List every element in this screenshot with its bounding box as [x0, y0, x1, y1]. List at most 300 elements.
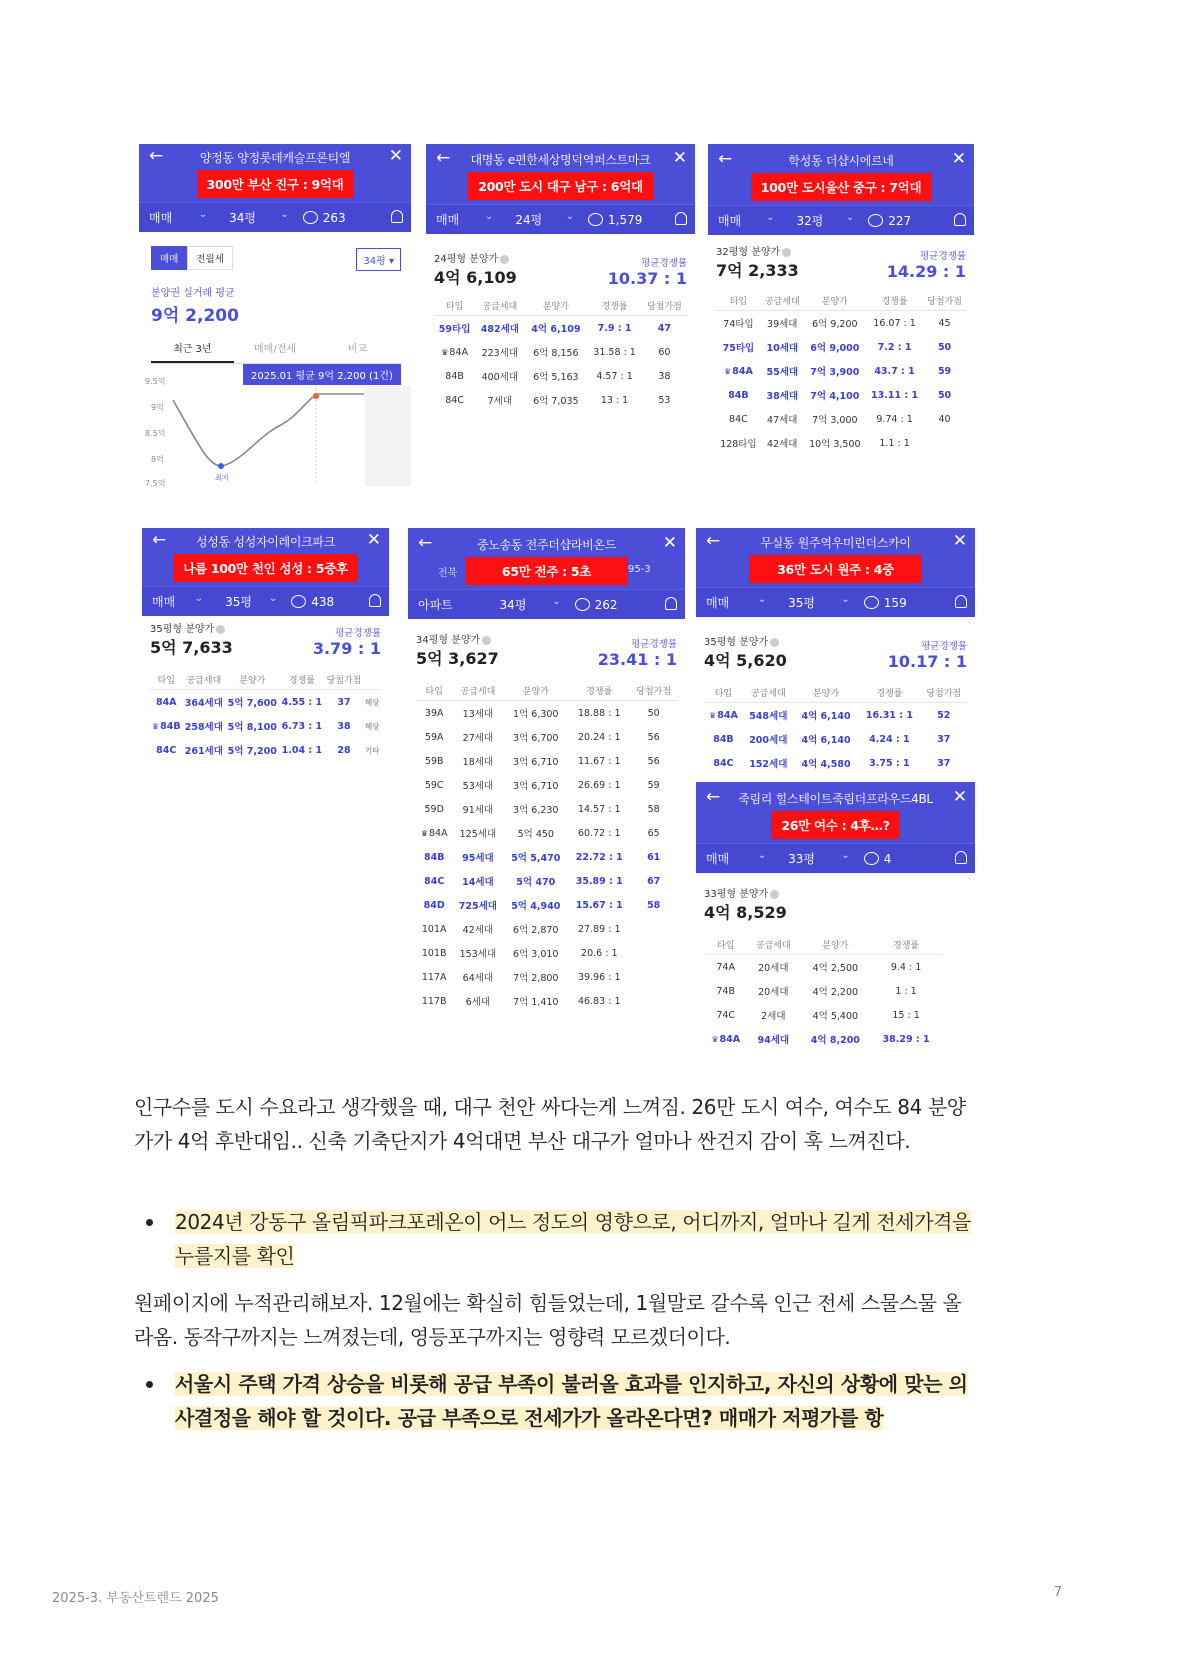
crown-icon: ♛: [420, 828, 428, 838]
table-cell: 55세대: [766, 367, 799, 378]
table-cell: 101A: [421, 923, 447, 935]
column-header: 공급세대: [475, 296, 524, 316]
table-cell: 91세대: [462, 805, 494, 816]
table-cell: 27세대: [462, 733, 494, 744]
complex-title: 죽림리 힐스테이트죽림더프라우드4BL: [738, 791, 933, 806]
table-row[interactable]: [416, 893, 677, 917]
crown-icon: ♛: [441, 347, 449, 357]
table-cell: 4.24 : 1: [869, 733, 910, 745]
table-cell: 5억 7,200: [227, 746, 277, 757]
table-cell: 45: [938, 317, 951, 329]
table-cell: 74B: [716, 985, 735, 997]
chevron-down-icon: ⌄: [484, 211, 494, 222]
y-tick: 9억: [151, 403, 164, 412]
back-arrow-icon[interactable]: ←: [418, 533, 433, 553]
complex-title: 학성동 더샵시에르네: [788, 153, 894, 168]
table-cell: 해당: [364, 697, 380, 707]
table-cell: 59: [937, 365, 952, 377]
type-table: [434, 296, 687, 412]
table-cell: 20세대: [758, 963, 789, 974]
table-cell: 6.73 : 1: [281, 720, 323, 732]
column-header: 분양가: [804, 291, 866, 311]
segment-rent[interactable]: 전월세: [187, 246, 233, 270]
size-tab[interactable]: 34평 ⌄: [229, 209, 289, 225]
table-cell: 7세대: [487, 396, 513, 407]
table-row[interactable]: [150, 690, 381, 715]
table-cell: 50: [937, 389, 952, 401]
column-header: 공급세대: [743, 683, 794, 703]
table-cell: 6억 7,035: [533, 396, 579, 407]
trade-type-tab[interactable]: 매매 ⌄: [706, 594, 767, 610]
table-cell: 20.24 : 1: [578, 731, 621, 743]
table-cell: 261세대: [184, 746, 223, 757]
trade-type-tab[interactable]: 매매 ⌄: [436, 211, 494, 227]
table-row[interactable]: [416, 941, 677, 965]
bullet-olympic-park: [140, 1205, 980, 1273]
card-header: [142, 528, 389, 586]
table-cell: 84B: [423, 851, 445, 863]
help-icon[interactable]: [482, 636, 491, 645]
trade-type-tab[interactable]: 매매 ⌄: [706, 850, 767, 866]
column-header: 타입: [704, 683, 743, 703]
table-cell: 60.72 : 1: [578, 827, 621, 839]
table-cell: 43.7 : 1: [874, 365, 915, 377]
table-cell: 59B: [424, 755, 444, 767]
table-cell: 56: [647, 755, 660, 767]
table-cell: 74타입: [723, 319, 754, 330]
bell-icon: [954, 213, 966, 226]
table-cell: [630, 989, 677, 1013]
column-header: 경쟁률: [568, 681, 630, 701]
column-header: [363, 670, 381, 690]
segment-sale[interactable]: 매매: [151, 246, 187, 270]
comments-button[interactable]: 438: [285, 595, 359, 609]
table-cell: 548세대: [749, 711, 788, 722]
table-cell: 5억 450: [517, 829, 554, 840]
table-cell: 3억 6,700: [513, 733, 559, 744]
bell-icon: [665, 597, 677, 610]
comment-icon: [864, 596, 879, 609]
column-header: 분양가: [503, 681, 568, 701]
table-row[interactable]: [704, 703, 967, 728]
table-row[interactable]: [704, 955, 941, 980]
annotation-tag: 300만 부산 진구 : 9억대: [197, 170, 354, 198]
chevron-down-icon: ⌄: [766, 212, 775, 223]
table-row[interactable]: [716, 335, 966, 359]
chevron-down-icon: ⌄: [757, 594, 767, 605]
price-label: 33평형 분양가: [704, 885, 967, 900]
table-cell: 26.69 : 1: [578, 779, 621, 791]
bell-icon: [391, 210, 403, 223]
table-cell: 223세대: [481, 348, 519, 359]
table-row[interactable]: [716, 431, 966, 455]
back-arrow-icon[interactable]: ←: [718, 149, 733, 169]
table-cell: 15.67 : 1: [575, 899, 623, 911]
rate-label: 평균경쟁률: [920, 251, 966, 262]
table-cell: 해당: [364, 721, 380, 731]
table-cell: 60: [658, 346, 671, 358]
table-cell: 40: [938, 413, 951, 425]
price-label: 34평형 분양가: [416, 631, 499, 646]
table-row[interactable]: [416, 797, 677, 821]
table-header-row: [716, 291, 966, 311]
close-icon[interactable]: ✕: [672, 148, 687, 168]
table-cell: 7억 3,000: [812, 415, 858, 426]
table-row[interactable]: [150, 714, 381, 738]
column-header: 경쟁률: [871, 935, 940, 955]
table-cell: 67: [647, 875, 661, 887]
close-icon[interactable]: ✕: [388, 146, 403, 166]
back-arrow-icon[interactable]: ←: [706, 531, 721, 551]
card-header: [139, 144, 411, 202]
table-cell: 84A: [155, 696, 177, 708]
table-cell: 258세대: [184, 722, 223, 733]
table-cell: 39A: [424, 707, 444, 719]
notification-button[interactable]: [652, 597, 685, 613]
bell-icon: [675, 212, 687, 225]
chevron-down-icon: ⌄: [552, 596, 561, 607]
table-cell: [923, 431, 966, 455]
table-cell: 20.6 : 1: [581, 947, 618, 959]
table-cell: ♛84A: [709, 709, 738, 721]
back-arrow-icon[interactable]: ←: [149, 146, 164, 166]
sale-price: 7억 2,333: [716, 261, 799, 280]
help-icon[interactable]: [782, 248, 791, 257]
table-cell: 4억 2,200: [812, 987, 859, 998]
comments-button[interactable]: 4: [858, 852, 942, 866]
column-header: 경쟁률: [858, 683, 920, 703]
trade-type-tab[interactable]: 매매 ⌄: [149, 209, 208, 225]
trade-type-tab[interactable]: 매매 ⌄: [718, 212, 775, 228]
table-cell: 59C: [424, 779, 444, 791]
table-cell: 37: [937, 733, 951, 745]
table-cell: 18세대: [462, 757, 494, 768]
table-cell: 5억 5,470: [511, 853, 561, 864]
crown-icon: ♛: [709, 710, 717, 720]
comments-button[interactable]: 159: [858, 596, 942, 610]
back-arrow-icon[interactable]: ←: [706, 787, 721, 807]
column-header: 공급세대: [183, 670, 226, 690]
table-cell: 4.55 : 1: [281, 696, 323, 708]
size-tab[interactable]: 35평 ⌄: [788, 594, 850, 610]
table-cell: 47세대: [767, 415, 798, 426]
column-header: 분양가: [799, 935, 871, 955]
table-cell: 152세대: [749, 759, 788, 770]
table-cell: 5억 4,940: [511, 901, 561, 912]
back-arrow-icon[interactable]: ←: [436, 148, 451, 168]
table-cell: 1 : 1: [895, 985, 917, 997]
comment-icon: [291, 595, 306, 608]
type-table: [416, 681, 677, 1013]
table-cell: 84C: [713, 757, 734, 769]
column-header: 공급세대: [452, 681, 503, 701]
size-tab[interactable]: 24평 ⌄: [515, 211, 574, 227]
table-row[interactable]: [416, 725, 677, 749]
table-cell: 18.88 : 1: [578, 707, 621, 719]
paragraph-city-demand: 인구수를 도시 수요라고 생각했을 때, 대구 천안 싸다는게 느껴짐. 26만 도시 여수, 여수도 84 분양가가 4억 후반대임.. 신축 기축단지가 4억대면 부산 대구가 얼마나 싼건지 감이 훅 느껴진다.: [134, 1095, 966, 1153]
column-header: 경쟁률: [279, 670, 324, 690]
help-icon[interactable]: [500, 255, 509, 264]
table-row[interactable]: [716, 383, 966, 407]
crown-icon: ♛: [724, 366, 732, 376]
notification-button[interactable]: [942, 213, 974, 229]
table-cell: 117A: [421, 971, 447, 983]
help-icon[interactable]: [770, 638, 779, 647]
table-row[interactable]: [704, 751, 967, 775]
table-cell: 4.57 : 1: [596, 370, 633, 382]
bullet-seoul-supply: [140, 1367, 980, 1435]
table-row[interactable]: [416, 869, 677, 893]
table-cell: ♛84A: [441, 346, 468, 358]
table-cell: 37: [337, 696, 351, 708]
comment-icon: [575, 598, 590, 611]
close-icon[interactable]: ✕: [952, 531, 967, 551]
footer-doc-title: 2025-3. 부동산트렌드 2025: [52, 1591, 219, 1606]
column-header: 분양가: [524, 296, 587, 316]
table-cell: 56: [647, 731, 660, 743]
table-row[interactable]: [434, 316, 687, 341]
notification-button[interactable]: [941, 851, 974, 867]
price-label: 24평형 분양가: [434, 250, 517, 265]
bullet-dot: [146, 1381, 153, 1388]
table-cell: 84C: [445, 394, 464, 406]
paragraph-onepage: 원페이지에 누적관리해보자. 12월에는 확실히 힘들었는데, 1월말로 갈수록 인근 전세 스물스물 올라옴. 동작구까지는 느껴졌는데, 영등포구까지는 영향력 모르겠더이다.: [134, 1291, 962, 1349]
table-row[interactable]: [704, 727, 967, 751]
chart-tooltip: 2025.01 평균 9억 2,200 (1건): [243, 364, 401, 385]
tab-compare[interactable]: 비교: [348, 344, 368, 355]
price-label: 35평형 분양가: [150, 620, 233, 635]
notification-button[interactable]: [359, 594, 389, 610]
table-cell: 13.11 : 1: [871, 389, 919, 401]
table-cell: 61: [647, 851, 661, 863]
table-row[interactable]: [416, 965, 677, 989]
close-icon[interactable]: ✕: [662, 533, 677, 553]
tab-trade-rent[interactable]: 매매/전세: [254, 344, 297, 355]
table-cell: 84C: [156, 744, 177, 756]
card-seongseong: [142, 528, 389, 757]
table-cell: 20세대: [758, 987, 789, 998]
table-row[interactable]: [416, 845, 677, 869]
table-cell: ♛84A: [724, 365, 753, 377]
table-cell: 1억 6,300: [513, 709, 559, 720]
table-cell: 16.07 : 1: [873, 317, 916, 329]
sale-price: 4억 8,529: [704, 903, 787, 922]
close-icon[interactable]: ✕: [952, 787, 967, 807]
table-row[interactable]: [716, 407, 966, 431]
comments-button[interactable]: 1,579: [582, 213, 663, 227]
filter-tabs: [139, 202, 411, 232]
table-row[interactable]: [416, 701, 677, 726]
column-header: 경쟁률: [866, 291, 923, 311]
notification-button[interactable]: [378, 210, 411, 226]
table-row[interactable]: [150, 738, 381, 762]
chevron-down-icon: ⌄: [841, 594, 850, 605]
table-row[interactable]: [416, 917, 677, 941]
competition-rate: 3.79 : 1: [312, 639, 381, 658]
table-cell: 59: [647, 779, 660, 791]
size-tab[interactable]: 35평 ⌄: [225, 593, 278, 609]
comments-button[interactable]: 263: [297, 211, 379, 225]
table-row[interactable]: [716, 359, 966, 383]
y-tick: 9.5억: [145, 377, 166, 386]
notification-button[interactable]: [663, 212, 695, 228]
complex-title: 중노송동 전주더샵라비온드: [476, 537, 617, 552]
rate-label: 평균경쟁률: [631, 639, 677, 650]
size-tab[interactable]: 32평 ⌄: [796, 212, 855, 228]
close-icon[interactable]: ✕: [366, 530, 381, 550]
table-cell: 46.83 : 1: [578, 995, 621, 1007]
y-tick: 7.5억: [145, 479, 166, 488]
close-icon[interactable]: ✕: [951, 149, 966, 169]
table-header-row: [434, 296, 687, 316]
table-cell: 15 : 1: [892, 1009, 920, 1021]
column-header: 당첨가점: [630, 681, 677, 701]
table-cell: 7.9 : 1: [597, 322, 632, 334]
table-cell: 200세대: [749, 735, 788, 746]
competition-rate: 10.37 : 1: [607, 269, 687, 288]
trade-type-tab[interactable]: 아파트: [418, 598, 453, 612]
table-row[interactable]: [716, 311, 966, 336]
table-cell: 59A: [424, 731, 444, 743]
table-cell: 94세대: [757, 1035, 790, 1046]
table-cell: 6억 5,163: [533, 372, 579, 383]
table-cell: 6세대: [465, 997, 491, 1008]
table-cell: 38: [337, 720, 351, 732]
max-point: [313, 393, 319, 399]
table-cell: 7억 2,800: [513, 973, 559, 984]
notification-button[interactable]: [941, 595, 974, 611]
table-row[interactable]: [416, 773, 677, 797]
table-cell: [630, 941, 677, 965]
competition-rate: 23.41 : 1: [597, 650, 677, 669]
comment-icon: [868, 214, 883, 227]
table-cell: 7억 1,410: [513, 997, 559, 1008]
tab-recent-3y[interactable]: 최근 3년: [151, 340, 234, 363]
table-cell: 153세대: [459, 949, 497, 960]
comments-button[interactable]: 227: [862, 214, 942, 228]
filter-tabs: [426, 204, 695, 234]
table-cell: 74C: [716, 1009, 736, 1021]
table-row[interactable]: [704, 1003, 941, 1027]
column-header: 당첨가점: [642, 296, 687, 316]
back-arrow-icon[interactable]: ←: [152, 530, 167, 550]
annotation-tag: 36만 도시 원주 : 4중: [749, 555, 922, 583]
rate-label: 평균경쟁률: [641, 258, 687, 269]
price-label: 35평형 분양가: [704, 633, 787, 648]
table-cell: 84C: [424, 875, 445, 887]
column-header: 분양가: [225, 670, 279, 690]
table-row[interactable]: [434, 388, 687, 412]
table-cell: 10억 3,500: [809, 439, 861, 450]
y-tick: 8.5억: [145, 429, 166, 438]
comments-button[interactable]: 262: [569, 598, 652, 612]
chevron-down-icon: ⌄: [845, 212, 855, 223]
help-icon[interactable]: [770, 890, 779, 899]
avg-label: 분양권 실거래 평균: [151, 288, 235, 299]
y-tick: 8억: [151, 455, 164, 464]
chevron-down-icon: ⌄: [194, 593, 204, 604]
table-cell: 5억 470: [516, 877, 556, 888]
table-cell: 50: [937, 341, 952, 353]
chart-shade: [365, 386, 411, 486]
table-cell: 4억 6,140: [801, 735, 851, 746]
chevron-down-icon: ⌄: [198, 209, 208, 220]
table-cell: 59D: [424, 803, 444, 815]
table-row[interactable]: [704, 979, 941, 1003]
table-cell: 37: [937, 757, 951, 769]
size-tab[interactable]: 33평 ⌄: [788, 850, 850, 866]
annotation-tag: 나름 100만 천인 성성 : 5중후: [173, 554, 358, 582]
table-cell: ♛84B: [151, 720, 181, 732]
help-icon[interactable]: [216, 625, 225, 634]
table-row[interactable]: [434, 340, 687, 364]
card-header: [408, 528, 685, 589]
table-cell: 84B: [728, 389, 749, 401]
table-row[interactable]: [416, 821, 677, 845]
size-tab[interactable]: 34평 ⌄: [499, 596, 561, 612]
table-row[interactable]: [434, 364, 687, 388]
table-row[interactable]: [704, 1027, 941, 1051]
table-cell: 4억 4,580: [801, 759, 851, 770]
column-header: 당첨가점: [324, 670, 363, 690]
complex-title: 성성동 성성자이레이크파크: [195, 534, 336, 549]
type-table: [150, 670, 381, 762]
table-cell: 13세대: [462, 709, 494, 720]
avg-price: 9억 2,200: [151, 306, 239, 326]
chevron-down-icon: ⌄: [565, 211, 574, 222]
bell-icon: [369, 594, 381, 607]
table-cell: 9.4 : 1: [890, 961, 922, 973]
sale-price: 5억 3,627: [416, 649, 499, 668]
table-cell: 9.74 : 1: [876, 413, 913, 425]
table-cell: 1.1 : 1: [879, 437, 910, 449]
table-cell: 4억 8,200: [810, 1035, 860, 1046]
table-cell: 14세대: [462, 877, 494, 888]
annotation-tag: 100만 도시울산 중구 : 7억대: [751, 173, 931, 201]
table-row[interactable]: [416, 989, 677, 1013]
chart-tabs: [151, 340, 399, 364]
comment-icon: [588, 213, 603, 226]
table-cell: 4억 6,140: [801, 711, 851, 722]
filter-tabs: [708, 205, 974, 235]
size-select[interactable]: 34평 ▾: [356, 248, 401, 271]
column-header: 공급세대: [747, 935, 799, 955]
min-point: [218, 463, 224, 469]
column-header: 타입: [716, 291, 761, 311]
table-cell: 42세대: [462, 925, 494, 936]
table-cell: 4억 2,500: [812, 963, 859, 974]
table-cell: 6억 9,200: [812, 319, 858, 330]
table-cell: 128타입: [720, 439, 757, 450]
bullet-dot: [146, 1219, 153, 1226]
table-cell: 364세대: [184, 698, 223, 709]
sale-price: 5억 7,633: [150, 638, 233, 657]
table-row[interactable]: [416, 749, 677, 773]
table-cell: 3억 6,710: [513, 757, 559, 768]
trade-type-tab[interactable]: 매매 ⌄: [152, 593, 204, 609]
column-header: 공급세대: [761, 291, 804, 311]
annotation-tag: 65만 전주 : 5초: [466, 557, 627, 585]
table-cell: 84D: [423, 899, 445, 911]
table-cell: 53: [658, 394, 671, 406]
column-header: 분양가: [794, 683, 859, 703]
table-cell: 59타입: [438, 324, 471, 335]
table-cell: 4억 5,400: [812, 1011, 859, 1022]
table-cell: 38세대: [766, 391, 799, 402]
table-cell: 50: [647, 707, 660, 719]
card-header: [696, 782, 975, 843]
table-cell: 52: [937, 709, 951, 721]
